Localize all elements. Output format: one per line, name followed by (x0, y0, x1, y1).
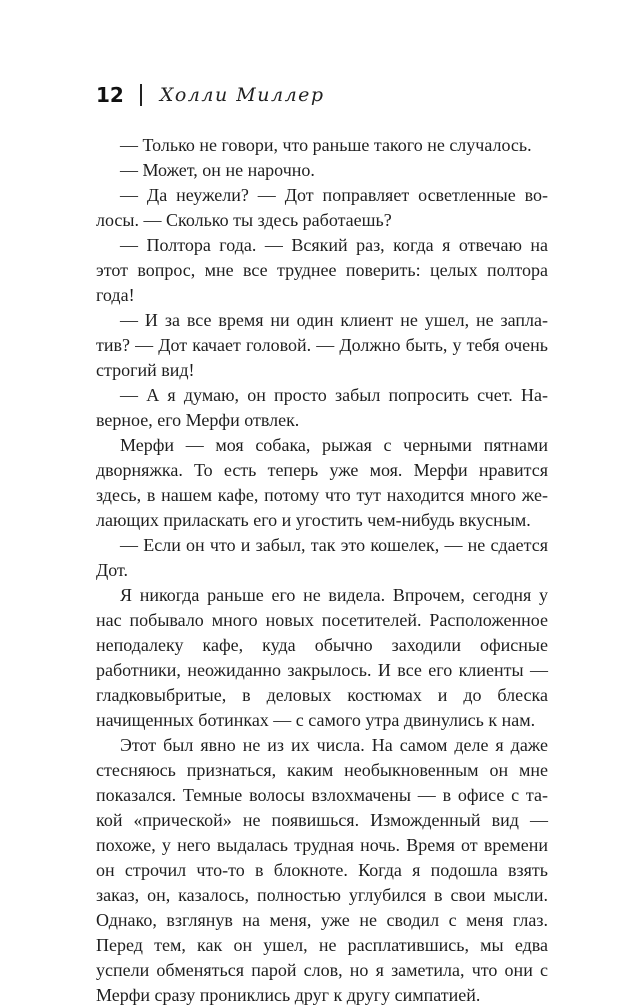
author-name: Холли Миллер (159, 84, 325, 106)
paragraph: Этот был явно не из их числа. На самом деле я даже стесняюсь признаться, каким необыкновенным он мне показался. Темные волосы взлохмачены — в офисе с такой «прической» не появишься. Изможденный вид — похоже, у него выдалась трудная ночь. Время от времени он строчил что-то в блокноте. Когда я подошла взять заказ, он, казалось, полностью углубился в свои мысли. Однако, взглянув на меня, уже не сводил с меня глаз. Перед тем, как он ушел, не расплатившись, мы едва успели обменяться парой слов, но я заметила, что они с Мерфи сразу прониклись друг к другу симпатией. (96, 735, 548, 1005)
body-text (96, 133, 548, 1008)
paragraph: — Полтора года. — Всякий раз, когда я отвечаю на этот вопрос, мне все труднее поверить: целых полтора года! (96, 235, 548, 305)
header-divider (140, 84, 142, 106)
paragraph: Мерфи — моя собака, рыжая с черными пятнами дворняжка. То есть теперь уже моя. Мерфи нравится здесь, в нашем кафе, потому что тут находится много желающих приласкать его и угостить чем-нибудь вкусным. (96, 435, 548, 530)
paragraph: — И за все время ни один клиент не ушел, не заплатив? — Дот качает головой. — Должно быть, у тебя очень строгий вид! (96, 310, 548, 380)
paragraph: — А я думаю, он просто забыл попросить счет. Наверное, его Мерфи отвлек. (96, 385, 548, 430)
paragraph: — Если он что и забыл, так это кошелек, — не сдается Дот. (96, 535, 548, 580)
page-number: 12 (96, 83, 124, 107)
paragraph: — Да неужели? — Дот поправляет осветленные волосы. — Сколько ты здесь работаешь? (96, 185, 548, 230)
running-head (96, 80, 325, 110)
paragraph: Я никогда раньше его не видела. Впрочем, сегодня у нас побывало много новых посетителей. Расположенное неподалеку кафе, куда обычно заходили офисные работники, неожиданно закрылось. И все его клиенты — гладковыбритые, в деловых костюмах и до блеска начищенных ботинках — с самого утра двинулись к нам. (96, 585, 548, 730)
paragraph: — Может, он не нарочно. (120, 160, 315, 180)
paragraph: — Только не говори, что раньше такого не случалось. (120, 135, 532, 155)
